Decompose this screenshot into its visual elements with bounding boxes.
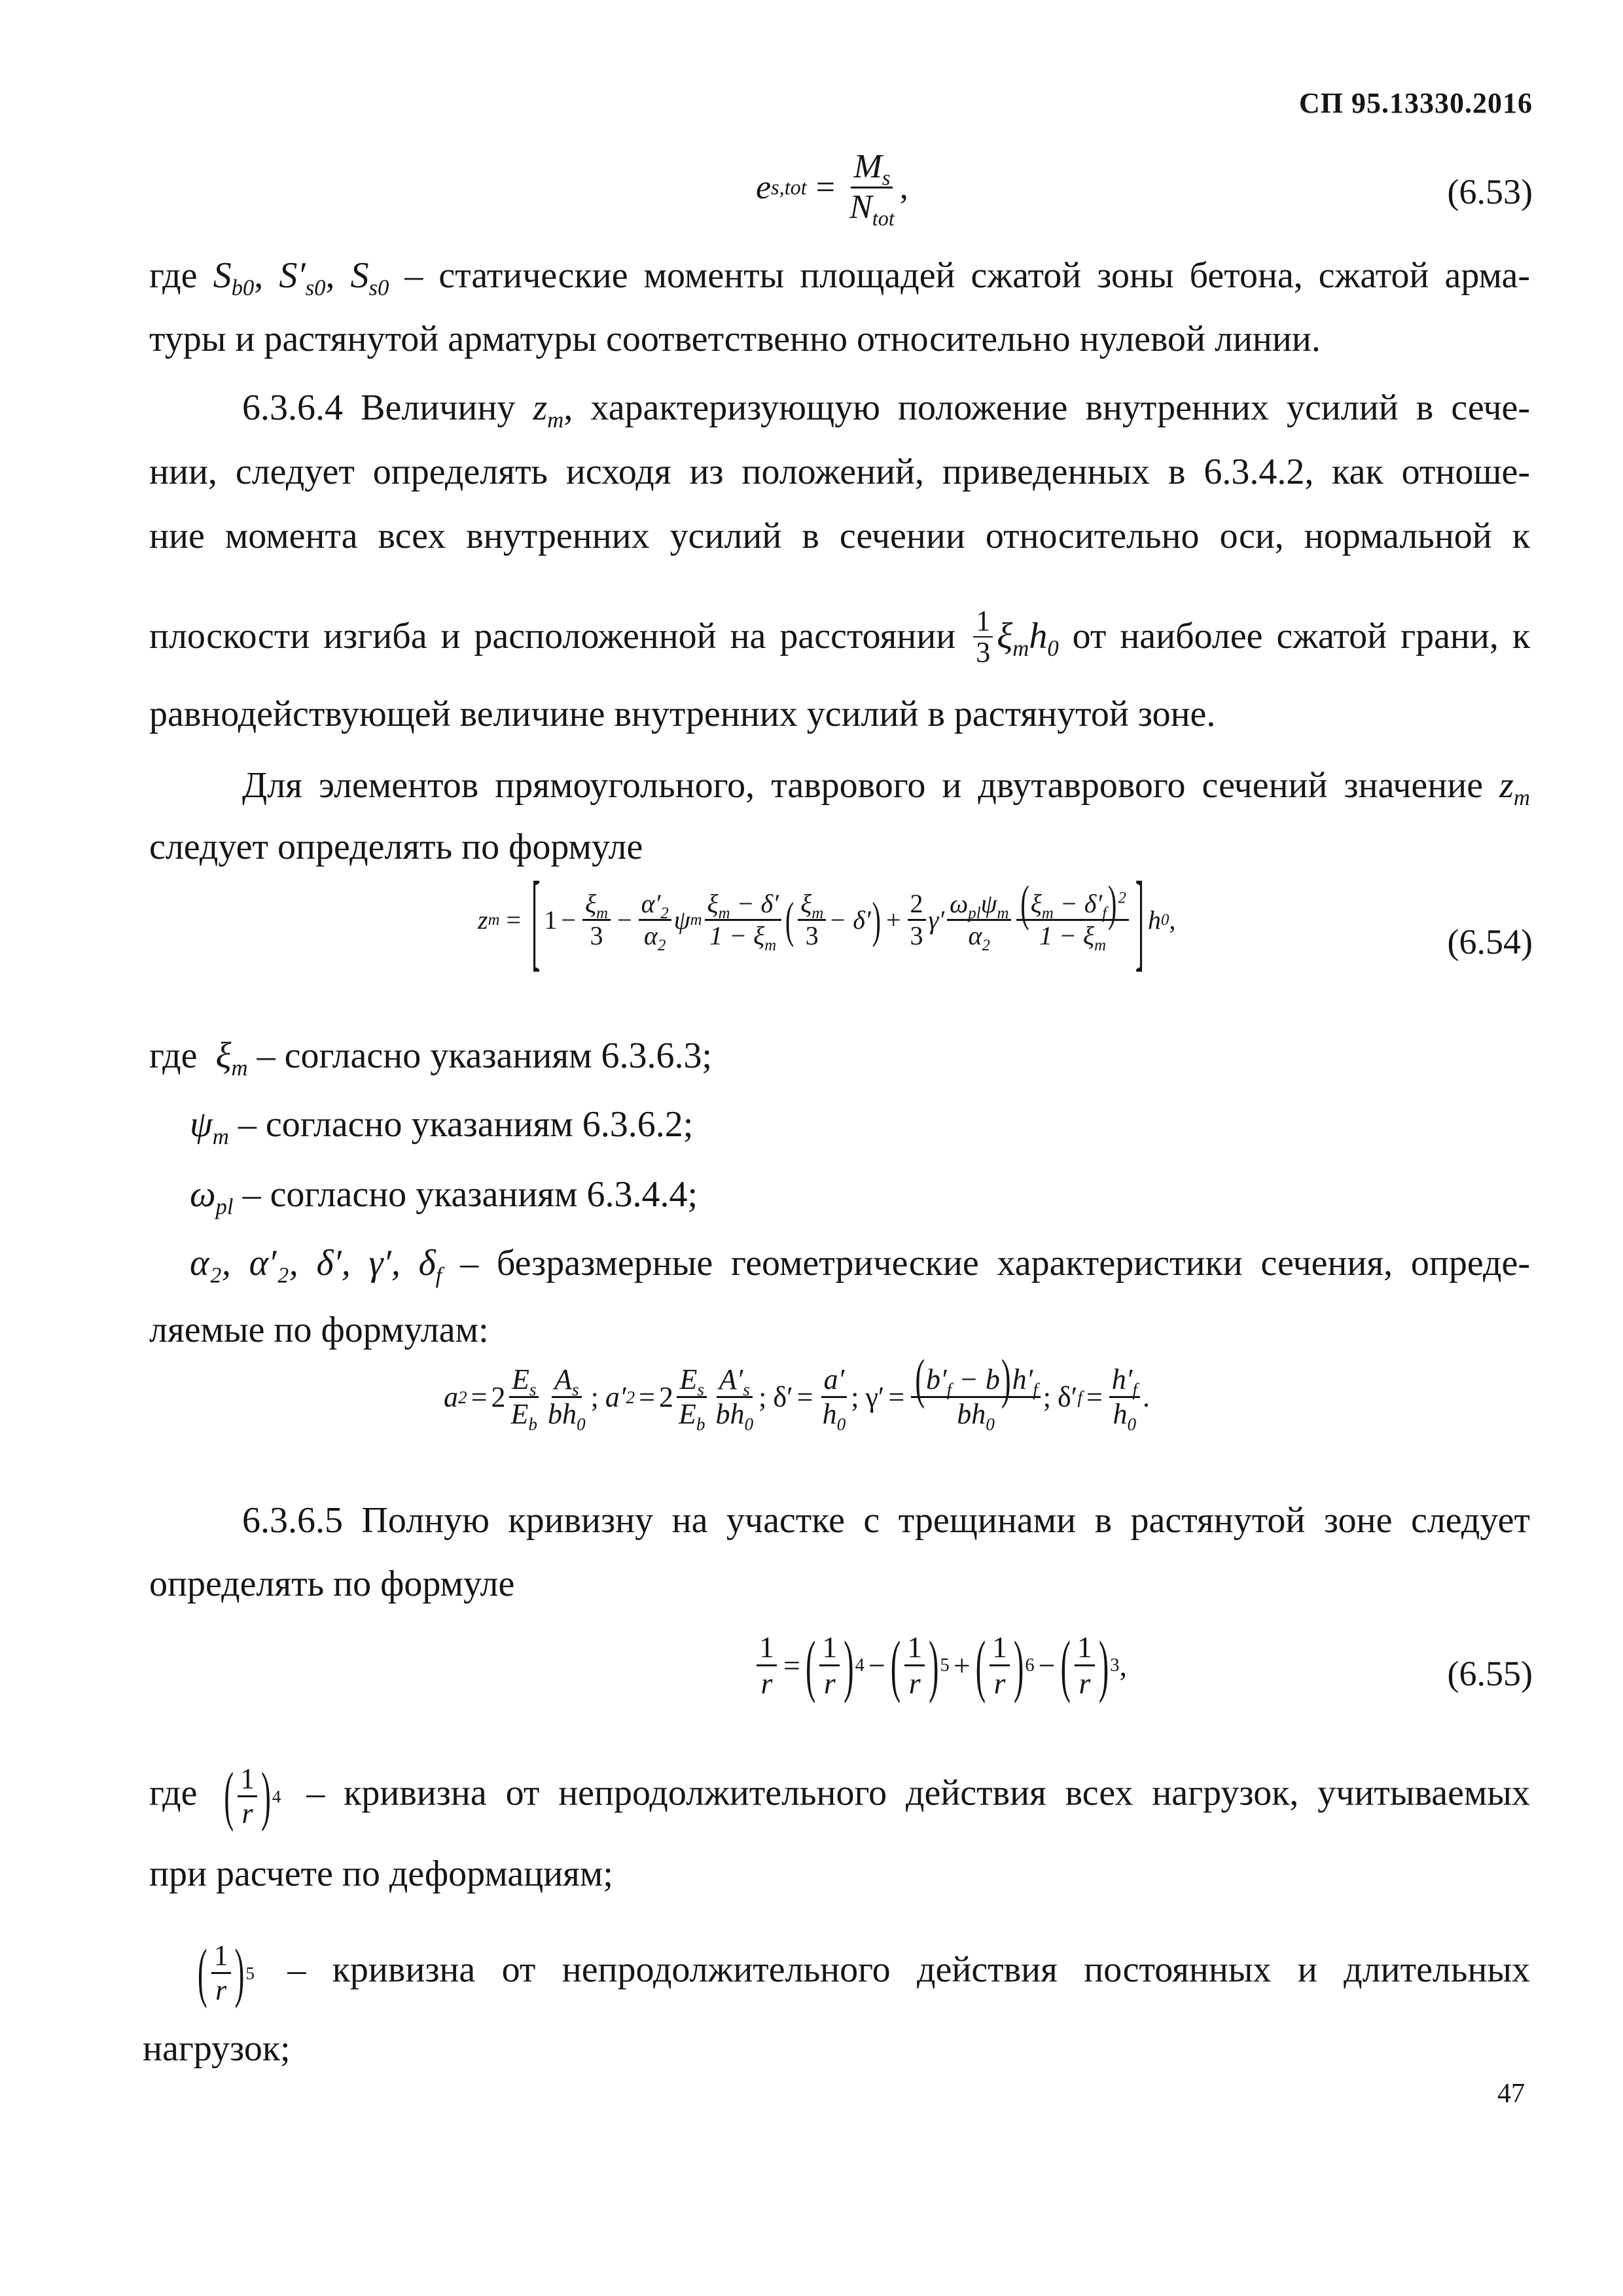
- page-number: 47: [1497, 2079, 1525, 2109]
- equation-number-6-53: (6.53): [1447, 172, 1533, 211]
- formula-6-55: $\frac{1}{r}$ = ( $\frac{1}{r}$ ) 4 − ( $\frac{1}{r}$ ) 5 + ( $\frac{1}{r}$ ) 6 − ( $\frac{1}{r}$ ) 3 ,: [754, 1630, 1127, 1700]
- definition-line: где ( $\frac{1}{r}$ ) 4 – кривизна от непродолжительного действия всех нагрузок, учитываемых: [149, 1759, 1530, 1833]
- formula-6-54: z m = [ 1 − $\frac{\xi_m}{3}$ − $\frac{\alpha'_2}{\alpha_2}$ ψ m $\frac{\xi_m - \delta'}{1 - \xi_m}$ ( $\frac{\xi_m}{3}$ − δ′ ) + $\frac{2}{3}$ γ′ $\frac{\omega_{pl}\psi_m}{\alpha_2}$ $\frac{(\xi_m - \delta'_f)^2}{1 - \xi_m}$ ] h 0 ,: [478, 858, 1176, 982]
- paragraph-line: где $S_{b0}$, $S'_{s0}$, $S_{s0}$ – статические моменты площадей сжатой зоны бетона, сжатой арма-: [149, 255, 1531, 301]
- paragraph-line: ляемые по формулам:: [149, 1310, 489, 1350]
- formula-6-53: e s,tot = $\frac{M_s}{N_{tot}}$ ,: [756, 148, 908, 230]
- paragraph-line: нии, следует определять исходя из положений, приведенных в 6.3.4.2, как отноше-: [149, 452, 1530, 492]
- paragraph-line: нагрузок;: [143, 2028, 291, 2069]
- paragraph-line: следует определять по формуле: [149, 827, 643, 867]
- formula-geometric-characteristics: a 2 = 2 $\frac{E_s}{E_b}$ $\frac{A_s}{bh_0}$ ; a′ 2 = 2 $\frac{E_s}{E_b}$ $\frac{A'_s}{bh_0}$ ; δ′ = $\frac{a'}{h_0}$ ; γ′ = $\frac{(b'_f - b)h'_f}{bh_0}$ ; δ′ f = $\frac{h'_f}{h_0}$ .: [444, 1348, 1150, 1434]
- paragraph-line: плоскости изгиба и расположенной на расстоянии $\frac{1}{3}$ $\xi_mh_0$ от наиболее сжатой грани, к: [149, 605, 1531, 669]
- definition-line: ( $\frac{1}{r}$ ) 5 – кривизна от непродолжительного действия постоянных и длительных: [198, 1935, 1530, 2009]
- paragraph-line: равнодействующей величине внутренних усилий в растянутой зоне.: [149, 694, 1216, 734]
- document-code: СП 95.13330.2016: [1299, 87, 1533, 119]
- definition-line: $\psi_m$ – согласно указаниям 6.3.6.2;: [190, 1104, 694, 1150]
- paragraph-line: при расчете по деформациям;: [149, 1854, 613, 1894]
- equation-number-6-55: (6.55): [1447, 1654, 1533, 1693]
- paragraph-line: 6.3.6.5 Полную кривизну на участке с трещинами в растянутой зоне следует: [242, 1500, 1530, 1541]
- definition-line: $\omega_{pl}$ – согласно указаниям 6.3.4.4;: [190, 1174, 698, 1220]
- paragraph-line: туры и растянутой арматуры соответственно относительно нулевой линии.: [149, 319, 1321, 359]
- paragraph-line: 6.3.6.4 Величину $z_m$, характеризующую положение внутренних усилий в сече-: [242, 387, 1530, 433]
- paragraph-line: Для элементов прямоугольного, таврового и двутаврового сечений значение $z_m$: [242, 765, 1530, 811]
- definition-line: где $\xi_m$ – согласно указаниям 6.3.6.3;: [149, 1035, 713, 1081]
- equation-number-6-54: (6.54): [1447, 922, 1533, 961]
- definition-line: α₂, α′₂, δ′, γ′, $\delta_f$ – безразмерные геометрические характеристики сечения, опреде-: [190, 1243, 1530, 1289]
- paragraph-line: определять по формуле: [149, 1564, 515, 1604]
- paragraph-line: ние момента всех внутренних усилий в сечении относительно оси, нормальной к: [149, 516, 1530, 556]
